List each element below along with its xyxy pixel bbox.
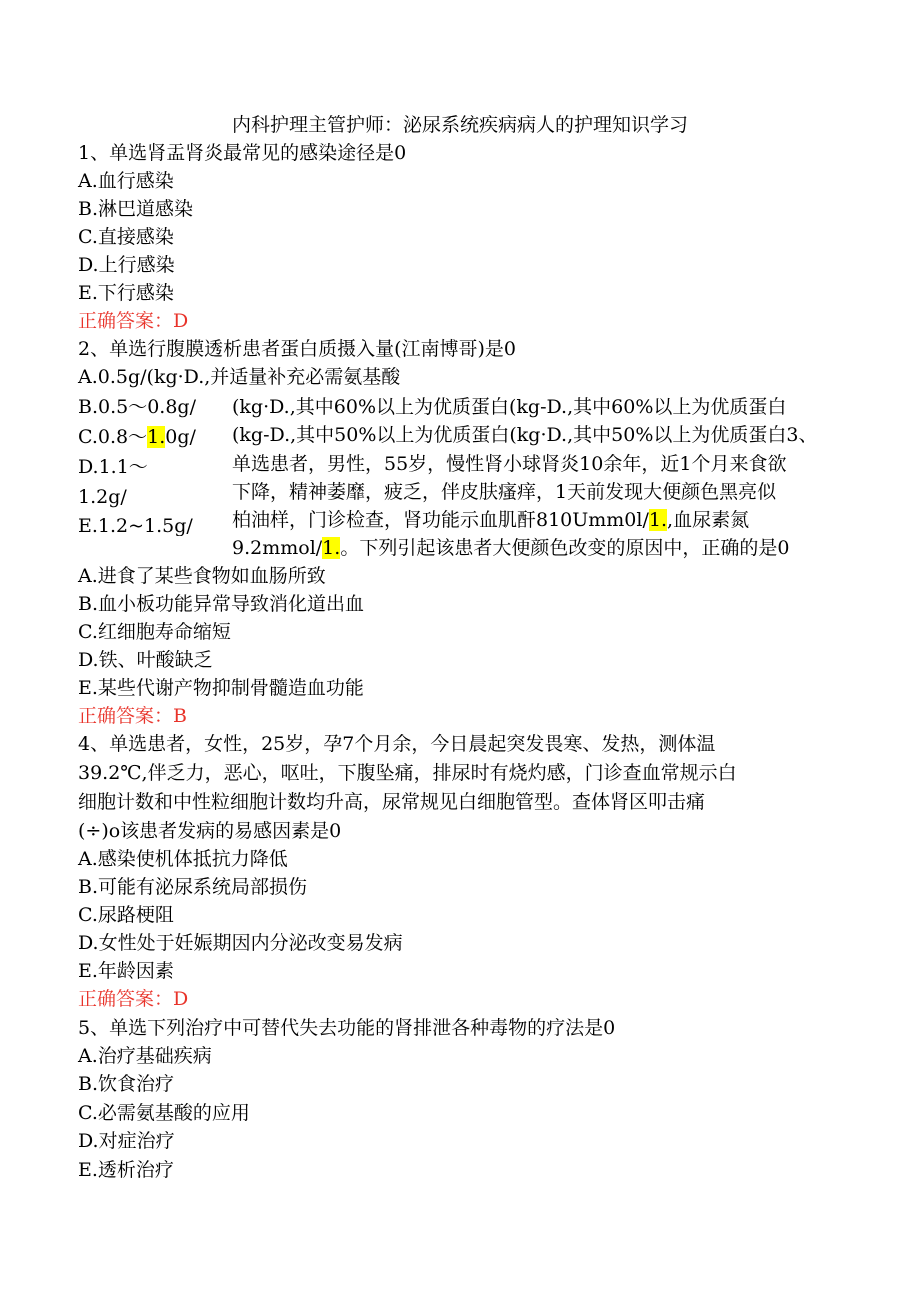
q2-option-c-rest: 0g/ <box>165 426 196 448</box>
q5-option-e: E.透析治疗 <box>78 1159 174 1181</box>
q2-option-d-cont: 1.2g/ <box>78 486 127 508</box>
q1-option-b: B.淋巴道感染 <box>78 198 194 220</box>
q4-option-c: C.尿路梗阻 <box>78 904 174 926</box>
q2-option-d: D.1.1～ <box>78 456 148 478</box>
document-title: 内科护理主管护师：泌尿系统疾病病人的护理知识学习 <box>231 114 688 136</box>
q1-answer: 正确答案：D <box>78 310 189 332</box>
q2-stem: 2、单选行腹膜透析患者蛋白质摄入量(江南博哥)是0 <box>78 338 517 360</box>
q4-stem-line-4: (÷)o该患者发病的易感因素是0 <box>78 820 342 842</box>
q4-stem-line-1: 4、单选患者，女性，25岁，孕7个月余，今日晨起突发畏寒、发热，测体温 <box>78 733 716 755</box>
q2-option-c-text: C.0.8～ <box>78 426 148 448</box>
q3-option-d: D.铁、叶酸缺乏 <box>78 649 213 671</box>
q4-answer: 正确答案：D <box>78 988 189 1010</box>
q4-option-a: A.感染使机体抵抗力降低 <box>78 848 288 870</box>
q5-option-a: A.治疗基础疾病 <box>78 1045 212 1067</box>
q2-option-c-highlight: 1. <box>147 426 166 448</box>
q1-option-e: E.下行感染 <box>78 282 174 304</box>
q3-stem-line-4-rest: 。下列引起该患者大便颜色改变的原因中，正确的是0 <box>340 537 790 559</box>
q5-option-d: D.对症治疗 <box>78 1130 175 1152</box>
q2-option-e: E.1.2~1.5g/ <box>78 515 193 536</box>
q2-option-b: B.0.5～0.8g/ <box>78 396 196 418</box>
q4-option-d: D.女性处于妊娠期因内分泌改变易发病 <box>78 932 403 954</box>
q3-option-b: B.血小板功能异常导致消化道出血 <box>78 593 365 615</box>
q4-option-b: B.可能有泌尿系统局部损伤 <box>78 876 308 898</box>
q3-option-c: C.红细胞寿命缩短 <box>78 621 231 643</box>
q5-option-b: B.饮食治疗 <box>78 1073 175 1095</box>
q2-right-line-1: (kg·D.,其中60%以上为优质蛋白(kg-D.,其中60%以上为优质蛋白 <box>232 396 787 418</box>
q3-stem-line-2: 下降，精神萎靡，疲乏，伴皮肤瘙痒，1天前发现大便颜色黑亮似 <box>232 481 777 503</box>
q4-stem-line-3: 细胞计数和中性粒细胞计数均升高，尿常规见白细胞管型。查体肾区叩击痛 <box>78 791 706 813</box>
q2-left-column <box>78 394 228 536</box>
q3-stem-line-3-text: 柏油样，门诊检查，肾功能示血肌酐810Umm0l/ <box>232 509 649 531</box>
q4-option-e: E.年龄因素 <box>78 960 174 982</box>
q1-stem: 1、单选肾盂肾炎最常见的感染途径是0 <box>78 142 407 164</box>
q5-option-c: C.必需氨基酸的应用 <box>78 1102 250 1124</box>
q3-highlight-1: 1. <box>648 509 668 531</box>
q2-right-line-2: (kg-D.,其中50%以上为优质蛋白(kg·D.,其中50%以上为优质蛋白3、 <box>232 424 818 446</box>
q1-option-c: C.直接感染 <box>78 226 174 248</box>
q3-stem-line-3 <box>232 507 749 533</box>
q3-stem-line-1: 单选患者，男性，55岁，慢性肾小球肾炎10余年，近1个月来食欲 <box>232 453 787 475</box>
q1-option-a: A.血行感染 <box>78 170 174 192</box>
q2-option-a: A.0.5g/(kg·D.,并适量补充必需氨基酸 <box>78 366 401 388</box>
q3-answer: 正确答案：B <box>78 705 187 727</box>
q5-stem: 5、单选下列治疗中可替代失去功能的肾排泄各种毒物的疗法是0 <box>78 1017 616 1039</box>
q3-stem-line-4 <box>232 535 789 561</box>
q3-stem-line-4-text: 9.2mmol/ <box>232 537 323 559</box>
q2-option-c <box>78 424 196 450</box>
q3-highlight-2: 1. <box>322 537 341 559</box>
q4-stem-line-2: 39.2℃,伴乏力，恶心，呕吐，下腹坠痛，排尿时有烧灼感，门诊查血常规示白 <box>78 762 737 784</box>
q3-option-e: E.某些代谢产物抑制骨髓造血功能 <box>78 677 364 699</box>
q1-option-d: D.上行感染 <box>78 254 175 276</box>
q3-stem-line-3-rest: ,血尿素氮 <box>667 509 750 531</box>
q3-option-a: A.进食了某些食物如血肠所致 <box>78 565 326 587</box>
